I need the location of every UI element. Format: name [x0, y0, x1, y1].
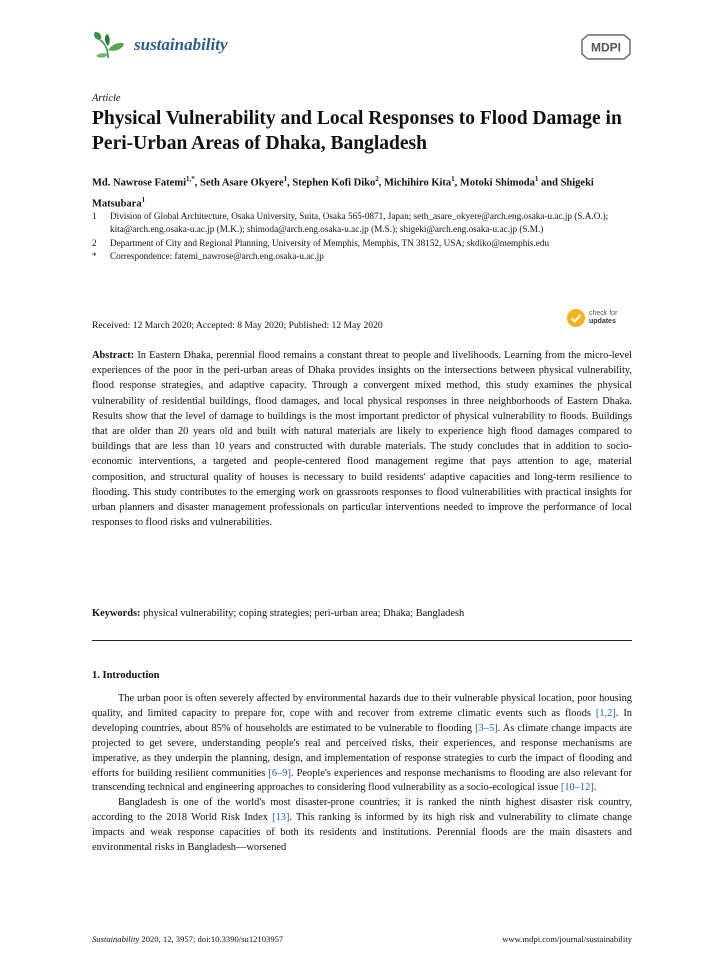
author-name: Michihiro Kita	[383, 177, 452, 189]
affiliation-item	[92, 237, 632, 250]
text-run: . As climate change impacts are projected to get severe, understanding people's real and perceived risks, their experiences, and response mechanisms are imperative, as they underpin the planning, design, and implementation of response strategies to curb the impact of flooding and efforts for building resilient communities	[92, 722, 633, 779]
affiliation-text: Division of Global Architecture, Osaka University, Suita, Osaka 565-0871, Japan; seth_asare_okyere@arch.eng.osaka-u.ac.jp (S.A.O.); kita@arch.eng.osaka-u.ac.jp (M.K.); shimoda@arch.eng.osaka-u.ac.jp (M.S.); shigeki@arch.eng.osaka-u.ac.jp (S.M.)	[110, 211, 609, 235]
mdpi-logo[interactable]	[580, 34, 632, 60]
page-header	[92, 28, 632, 68]
paragraph	[92, 796, 632, 856]
check-updates-icon	[566, 308, 586, 328]
check-for-updates-badge[interactable]	[566, 308, 617, 328]
footer-journal: Sustainability	[92, 934, 140, 944]
section-divider	[92, 640, 632, 641]
text-run: . In developing countries, about 85% of households are estimated to be vulnerable to flooding	[92, 707, 632, 734]
check-updates-line2: updates	[589, 318, 616, 325]
affiliation-text: Correspondence: fatemi_nawrose@arch.eng.osaka-u.ac.jp	[110, 251, 324, 262]
author-separator: ,	[454, 177, 460, 189]
keywords-text: physical vulnerability; coping strategies; peri-urban area; Dhaka; Bangladesh	[143, 608, 465, 619]
abstract	[92, 348, 632, 530]
article-type: Article	[92, 93, 121, 104]
affiliation-mark: 2	[92, 237, 97, 248]
leaf-icon	[92, 30, 126, 60]
citation-link[interactable]: [1,2]	[595, 707, 616, 719]
section-heading: 1. Introduction	[92, 670, 160, 681]
mdpi-logo-text: MDPI	[591, 40, 621, 55]
author-affiliation-mark: 1,*	[186, 175, 195, 183]
author-name: Md. Nawrose Fatemi	[92, 177, 186, 189]
citation-link[interactable]: [10–12]	[560, 782, 594, 794]
author-list	[92, 171, 632, 212]
paragraph	[92, 692, 632, 796]
citation-link[interactable]: [6–9]	[268, 767, 291, 779]
author-affiliation-mark: 1	[141, 195, 146, 204]
affiliation-mark: 1	[92, 211, 97, 221]
text-run: The urban poor is often severely affected by environmental hazards due to their vulnerable physical location, poor housing quality, and limited capacity to prepare for, cope with and recover from extreme climatic events such as floods	[92, 693, 632, 719]
keywords	[92, 608, 632, 619]
text-run: . People's experiences and response mechanisms to flooding are also relevant for transcending technical and engineering approaches to considering flood vulnerability as a socio-ecological issue	[92, 767, 633, 794]
journal-logo[interactable]	[92, 30, 228, 60]
publication-dates: Received: 12 March 2020; Accepted: 8 May 2020; Published: 12 May 2020	[92, 320, 383, 331]
page-footer	[92, 934, 632, 944]
author-separator: and	[538, 177, 561, 189]
author-separator: ,	[378, 177, 384, 189]
footer-citation	[92, 934, 283, 944]
author-separator: ,	[194, 177, 200, 189]
author-name: Shigeki Matsubara	[92, 177, 594, 209]
author-separator: ,	[287, 177, 293, 189]
citation-link[interactable]: [13]	[272, 812, 290, 824]
article-title: Physical Vulnerability and Local Responses to Flood Damage in Peri-Urban Areas of Dhaka, Bangladesh	[92, 108, 622, 154]
author-name: Motoki Shimoda	[459, 177, 535, 189]
keywords-label: Keywords:	[92, 608, 141, 619]
citation-link[interactable]: [3–5]	[475, 722, 498, 734]
author-affiliation-mark: 1	[283, 175, 288, 183]
footer-url[interactable]: www.mdpi.com/journal/sustainability	[502, 934, 632, 944]
affiliations	[92, 210, 632, 264]
affiliation-mark: *	[92, 251, 97, 262]
text-run: .	[593, 782, 597, 794]
text-run: . This ranking is informed by its high risk and vulnerability to climate change impacts and weak response capacities of both its residents and institutions. Perennial floods are the main disasters and environmental risks in Bangladesh—worsened	[92, 812, 632, 854]
abstract-text: In Eastern Dhaka, perennial flood remains a constant threat to people and livelihoods. Learning from the micro-level experiences of the poor in the peri-urban areas of Dhaka provides insights on the intersections between physical vulnerability, flood response strategies, and adaptive capacity. Through a convergent mixed method, this study examines the physical vulnerability of residential buildings, flood damages, and local physical responses in three neighborhoods of Eastern Dhaka. Results show that the level of damage to buildings is the most important predictor of physical vulnerability to floods. Buildings that are older than 20 years old and built with natural materials are likely to experience high flood damages compared to buildings that are less than 10 years and constructed with durable materials. The study concludes that in addition to socio-economic interventions, a targeted and people-centered flood management regime that pays attention to age, material composition, and structural quality of houses is necessary to build residents' adaptive capacities and long-term resilience to flooding. This study contributes to the emerging work on grassroots responses to flood vulnerabilities with practical insights for urban planners and disaster management professionals on particular interventions needed to improve the performance of local responses to flood risks and vulnerabilities.	[92, 350, 632, 529]
author-name: Stephen Kofi Diko	[292, 177, 376, 189]
introduction-body	[92, 692, 632, 856]
text-run: Bangladesh is one of the world's most disaster-prone countries; it is ranked the ninth highest disaster risk country, according to the 2018 World Risk Index	[92, 797, 632, 824]
journal-name: sustainability	[134, 35, 228, 54]
affiliation-text: Department of City and Regional Planning, University of Memphis, Memphis, TN 38152, USA; skdiko@memphis.edu	[110, 237, 550, 248]
author-affiliation-mark: 1	[534, 175, 539, 183]
affiliation-item	[92, 210, 632, 237]
author-affiliation-mark: 1	[451, 175, 455, 183]
abstract-label: Abstract:	[92, 350, 135, 361]
author-affiliation-mark: 2	[375, 175, 379, 183]
author-name: Seth Asare Okyere	[200, 177, 284, 189]
affiliation-item	[92, 250, 632, 263]
footer-citation-rest: 2020, 12, 3957; doi:10.3390/su12103957	[139, 934, 284, 944]
check-updates-line1: check for	[589, 310, 618, 317]
